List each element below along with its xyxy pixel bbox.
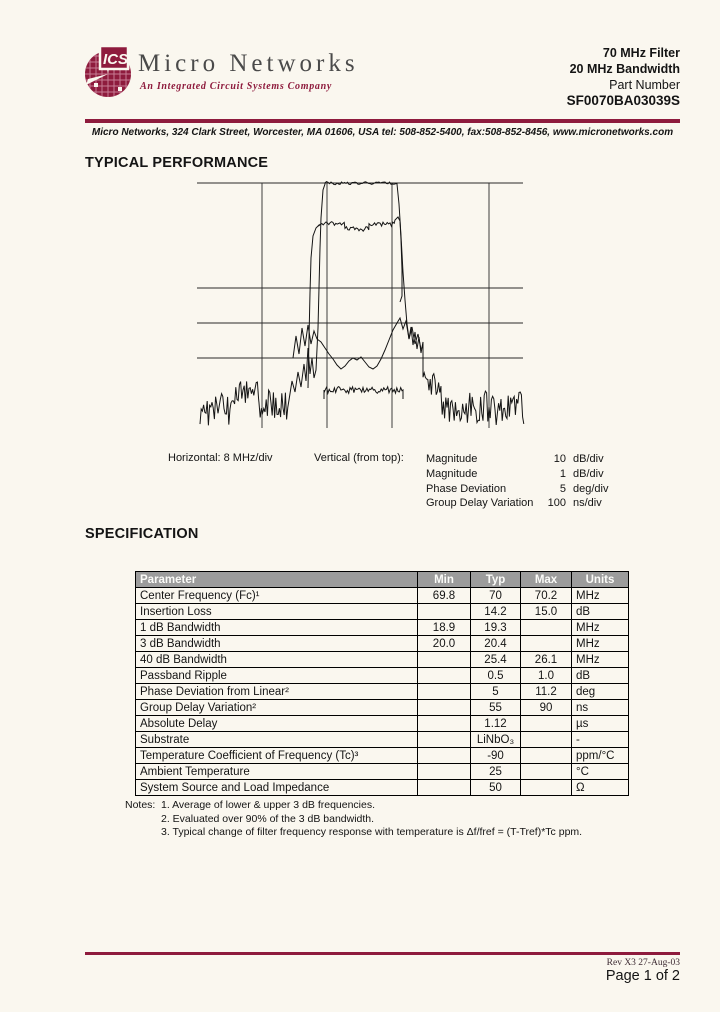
company-tagline: An Integrated Circuit Systems Company xyxy=(140,81,333,92)
graph-legend xyxy=(426,452,608,511)
table-cell xyxy=(418,652,471,668)
table-cell: dB xyxy=(572,604,629,620)
table-row xyxy=(136,716,629,732)
company-name: Micro Networks xyxy=(138,50,359,77)
table-cell: Insertion Loss xyxy=(136,604,418,620)
table-cell: ppm/°C xyxy=(572,748,629,764)
legend-nm: Magnitude xyxy=(426,453,478,465)
table-cell xyxy=(521,716,572,732)
table-cell xyxy=(418,732,471,748)
legend-val: 1 xyxy=(559,467,566,480)
table-cell: 50 xyxy=(471,780,521,796)
spec-table xyxy=(135,571,629,796)
table-row xyxy=(136,604,629,620)
spec-table-body xyxy=(136,588,629,796)
table-cell: System Source and Load Impedance xyxy=(136,780,418,796)
table-cell: 0.5 xyxy=(471,668,521,684)
note-item: 2. Evaluated over 90% of the 3 dB bandwidth. xyxy=(161,812,375,825)
legend-row xyxy=(426,452,608,467)
table-cell: 1 dB Bandwidth xyxy=(136,620,418,636)
table-cell: 15.0 xyxy=(521,604,572,620)
table-cell: MHz xyxy=(572,652,629,668)
part-number: SF0070BA03039S xyxy=(566,93,680,108)
table-cell: Phase Deviation from Linear² xyxy=(136,684,418,700)
table-cell xyxy=(418,748,471,764)
table-row xyxy=(136,636,629,652)
legend-row xyxy=(426,496,608,511)
table-row xyxy=(136,588,629,604)
col-typ: Typ xyxy=(471,572,521,588)
legend-val: 10 xyxy=(553,453,566,465)
table-cell xyxy=(418,700,471,716)
trace xyxy=(324,387,403,399)
section-typical-performance: TYPICAL PERFORMANCE xyxy=(85,155,269,171)
table-cell: 69.8 xyxy=(418,588,471,604)
table-cell xyxy=(521,636,572,652)
table-cell: 14.2 xyxy=(471,604,521,620)
spec-table-header-row xyxy=(136,572,629,588)
table-cell: °C xyxy=(572,764,629,780)
table-cell: -90 xyxy=(471,748,521,764)
table-cell: Ambient Temperature xyxy=(136,764,418,780)
table-cell xyxy=(418,684,471,700)
legend-un: dB/div xyxy=(573,453,604,465)
svg-text:ICS: ICS xyxy=(103,51,129,68)
table-row xyxy=(136,780,629,796)
legend-val: 5 xyxy=(559,482,566,495)
table-row xyxy=(136,652,629,668)
table-cell: 40 dB Bandwidth xyxy=(136,652,418,668)
table-cell: 26.1 xyxy=(521,652,572,668)
table-cell: 5 xyxy=(471,684,521,700)
table-cell: 19.3 xyxy=(471,620,521,636)
legend-nm: Magnitude xyxy=(426,467,478,480)
table-cell: MHz xyxy=(572,620,629,636)
product-header xyxy=(567,45,680,109)
legend-val: 100 xyxy=(547,497,566,510)
table-row xyxy=(136,620,629,636)
table-cell xyxy=(418,716,471,732)
table-row xyxy=(136,748,629,764)
col-max: Max xyxy=(521,572,572,588)
table-cell: 11.2 xyxy=(521,684,572,700)
legend-un: deg/div xyxy=(573,482,609,495)
table-cell: deg xyxy=(572,684,629,700)
table-cell: Center Frequency (Fc)¹ xyxy=(136,588,418,604)
performance-graph xyxy=(195,178,525,432)
footer-rule xyxy=(85,952,680,955)
table-cell: 3 dB Bandwidth xyxy=(136,636,418,652)
col-units: Units xyxy=(572,572,629,588)
legend-row xyxy=(426,467,608,482)
notes-label: Notes: xyxy=(125,799,156,811)
table-cell: 20.0 xyxy=(418,636,471,652)
table-cell: 1.12 xyxy=(471,716,521,732)
table-cell: Absolute Delay xyxy=(136,716,418,732)
trace xyxy=(200,182,524,426)
table-cell xyxy=(418,604,471,620)
table-cell: Ω xyxy=(572,780,629,796)
table-cell: 70.2 xyxy=(521,588,572,604)
notes-list xyxy=(161,799,582,840)
col-min: Min xyxy=(418,572,471,588)
table-cell: 1.0 xyxy=(521,668,572,684)
part-number-label: Part Number xyxy=(609,78,680,92)
table-cell: MHz xyxy=(572,588,629,604)
note-item: 3. Typical change of filter frequency response with temperature is Δf/fref = (T-Tref)*Tc ppm. xyxy=(161,826,583,838)
table-cell: ns xyxy=(572,700,629,716)
note-item: 1. Average of lower & upper 3 dB frequencies. xyxy=(161,799,376,811)
table-row xyxy=(136,668,629,684)
legend-nm: Group Delay Variation xyxy=(426,497,534,510)
ics-logo xyxy=(83,45,139,101)
legend-un: dB/div xyxy=(573,467,604,480)
legend-row xyxy=(426,482,608,497)
table-cell xyxy=(521,620,572,636)
notes-block xyxy=(125,799,582,840)
table-cell: MHz xyxy=(572,636,629,652)
table-cell xyxy=(418,764,471,780)
trace xyxy=(308,217,402,388)
horizontal-scale-label: Horizontal: 8 MHz/div xyxy=(168,452,273,464)
table-row xyxy=(136,764,629,780)
table-cell: Group Delay Variation² xyxy=(136,700,418,716)
table-cell: 25 xyxy=(471,764,521,780)
table-cell: dB xyxy=(572,668,629,684)
table-cell: 20.4 xyxy=(471,636,521,652)
table-cell: Passband Ripple xyxy=(136,668,418,684)
page-number: Page 1 of 2 xyxy=(605,968,680,984)
table-row xyxy=(136,700,629,716)
col-parameter: Parameter xyxy=(136,572,418,588)
table-cell: Substrate xyxy=(136,732,418,748)
revision-date: Rev X3 27-Aug-03 xyxy=(606,958,680,968)
header-rule xyxy=(85,119,680,123)
address-line: Micro Networks, 324 Clark Street, Worcester, MA 01606, USA tel: 508-852-5400, fax:508-852-8456, www.micronetworks.com xyxy=(91,127,674,138)
table-cell: µs xyxy=(572,716,629,732)
product-title: 70 MHz Filter xyxy=(602,46,680,60)
table-cell xyxy=(521,764,572,780)
table-cell: - xyxy=(572,732,629,748)
table-cell xyxy=(521,748,572,764)
table-cell xyxy=(418,668,471,684)
product-bandwidth: 20 MHz Bandwidth xyxy=(569,62,680,76)
table-cell: 25.4 xyxy=(471,652,521,668)
table-cell: 70 xyxy=(471,588,521,604)
table-row xyxy=(136,732,629,748)
table-cell: 55 xyxy=(471,700,521,716)
table-cell: Temperature Coefficient of Frequency (Tc)³ xyxy=(136,748,418,764)
table-row xyxy=(136,684,629,700)
table-cell: 90 xyxy=(521,700,572,716)
legend-nm: Phase Deviation xyxy=(426,482,507,495)
table-cell xyxy=(418,780,471,796)
legend-un: ns/div xyxy=(573,497,602,510)
graph-traces xyxy=(200,182,524,426)
section-specification: SPECIFICATION xyxy=(85,526,199,542)
table-cell xyxy=(521,732,572,748)
table-cell xyxy=(521,780,572,796)
table-cell: 18.9 xyxy=(418,620,471,636)
vertical-scale-label: Vertical (from top): xyxy=(314,452,404,464)
table-cell: LiNbO₃ xyxy=(471,732,521,748)
